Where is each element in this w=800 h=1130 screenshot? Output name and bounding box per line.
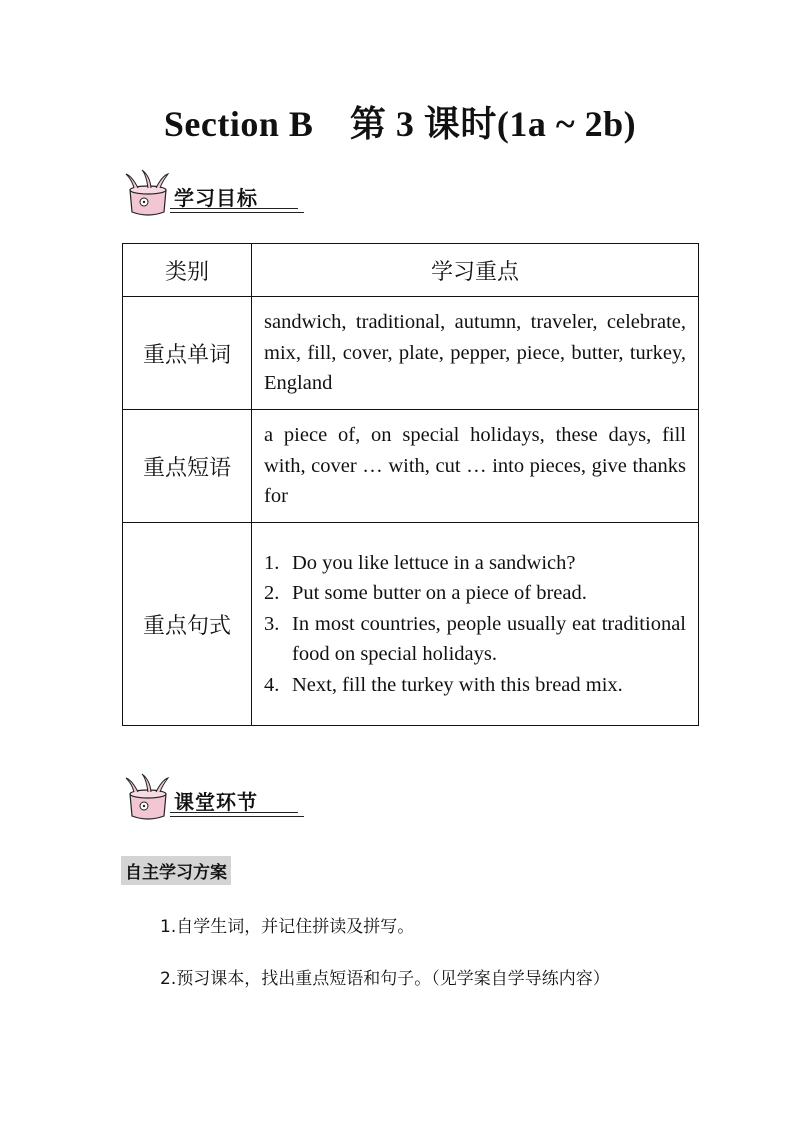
page-title: Section B 第 3 课时(1a ~ 2b) <box>163 104 637 144</box>
content-cell: sandwich, traditional, autumn, traveler, celebrate, mix, fill, cover, plate, pepper, piece, butter, turkey, England <box>252 297 699 410</box>
list-item: 3. In most countries, people usually eat traditional food on special holidays. <box>264 612 686 666</box>
self-study-item: 2.预习课本，找出重点短语和句子。（见学案自学导练内容） <box>160 969 610 989</box>
header-focus: 学习重点 <box>252 244 699 297</box>
flower-pot-icon <box>118 772 178 822</box>
self-study-item: 1.自学生词，并记住拼读及拼写。 <box>160 917 415 937</box>
table-header-row <box>123 244 699 297</box>
category-cell: 重点句式 <box>123 523 252 726</box>
list-item: 4. Next, fill the turkey with this bread mix. <box>264 673 623 696</box>
table-row <box>123 297 699 410</box>
table-row <box>123 523 699 726</box>
sentence-list <box>264 548 686 701</box>
self-study-heading: 自主学习方案 <box>121 856 231 885</box>
section-header-goals <box>118 168 298 218</box>
section-label: 学习目标 <box>174 186 258 210</box>
header-category: 类别 <box>123 244 252 297</box>
section-label: 课堂环节 <box>174 790 258 814</box>
content-cell: a piece of, on special holidays, these days, fill with, cover … with, cut … into pieces, give thanks for <box>252 410 699 523</box>
flower-pot-icon <box>118 168 178 218</box>
goals-table <box>122 243 699 726</box>
list-item: 1. Do you like lettuce in a sandwich? <box>264 551 576 574</box>
list-item: 2. Put some butter on a piece of bread. <box>264 582 587 605</box>
table-row <box>123 410 699 523</box>
section-header-class <box>118 772 298 822</box>
content-cell <box>252 523 699 726</box>
category-cell: 重点短语 <box>123 410 252 523</box>
category-cell: 重点单词 <box>123 297 252 410</box>
